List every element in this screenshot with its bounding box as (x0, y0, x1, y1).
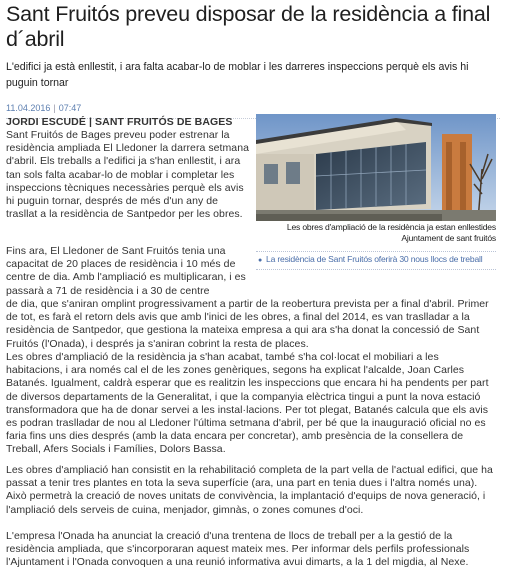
article-figure (256, 114, 496, 270)
publish-time: 07:47 (58, 103, 82, 113)
timestamp (6, 102, 500, 114)
related-link[interactable] (256, 251, 496, 270)
paragraph-2: Fins ara, El Lledoner de Sant Fruitós tenia una capacitat de 20 places de residència i 10 més de centre de dia. Amb l'ampliació es multiplicaran, i es passarà a 71 de residència i a 30 de centre (6, 245, 246, 297)
publish-date: 11.04.2016 (6, 103, 51, 113)
photo-caption: Les obres d'ampliació de la residència ja estan enllestides Ajuntament de sant fruitós (286, 222, 496, 243)
byline: JORDI ESCUDÉ | SANT FRUITÓS DE BAGES (6, 116, 233, 128)
subheadline: L'edifici ja està enllestit, i ara falta acabar-lo de moblar i les darreres inspeccions perquè els avis hi puguin tornar (6, 61, 469, 89)
paragraph-4: Les obres d'ampliació han consistit en la rehabilitació completa de la part vella de l'actual edifici, que ha passat a tenir tres plantes en tota la seva superfície (ara, una part en tenia dues i l'altra només una). Això permetrà la creació de noves unitats de convivència, la implantació d'equips de nova generació, i l'ampliació dels serveis de cuina, menjador, gimnàs, o zones comunes d'oci. (6, 464, 493, 516)
related-link-text[interactable]: La residència de Sant Fruitós oferirà 30 nous llocs de treball (266, 254, 483, 264)
paragraph-5: L'empresa l'Onada ha anunciat la creació d'una trentena de llocs de treball per a la gestió de la residència ampliada, que s'incorporaran aquest mateix mes. Per informar dels perfils professionals l'Ajuntament i l'Onada convoquen a una reunió informativa avui dimarts, a la 1 del migdia, al Nexe. (6, 530, 470, 569)
bullet-icon: ● (258, 257, 263, 264)
paragraph-3: Les obres d'ampliació de la residència ja s'han acabat, també s'ha col·locat el mobiliari a les habitacions, i ara només cal el de les zones genèriques, segons ha explicat l'alcalde, Joan Carles Batanés. Igualment, caldrà esperar que es realitzin les inspeccions que encara hi ha pendents per part de diversos departaments de la Generalitat, i que la companyia elèctrica tingui a punt la nova estació transformadora que ha de donar servei a les instal·lacions. Per tot plegat, Batanés calcula que els avis es podran traslladar de nou al Lledoner l'última setmana d'abril, per bé que la inauguració oficial no es faria fins uns dies després (amb la data encara per concretar), amb presència de la consellera de Treball, Afers Socials i Famílies, Dolors Bassa. (6, 351, 489, 456)
article-header (6, 2, 500, 119)
meta-separator: | (53, 103, 56, 113)
headline: Sant Fruitós preveu disposar de la residència a final d´abril (6, 2, 491, 51)
paragraph-1: Sant Fruitós de Bages preveu poder estrenar la residència ampliada El Lledoner la darrera setmana d'abril. Els treballs a l'edifici ja s'han enllestit, i ara tan sols falta acabar-lo de moblar i completar les inspeccions tècniques necessàries perquè els avis hi puguin tornar, després de més d'un any de trasllat a la residència de Santpedor per les obres. (6, 129, 249, 221)
residence-photo[interactable] (256, 114, 496, 221)
paragraph-2-continued: de dia, que s'aniran omplint progressivament a partir de la reobertura prevista per a final d'abril. Primer de tot, es farà el retorn dels avis que amb l'inici de les obres, a final del 2014, es van traslladar a la residència de Santpedor, que gestiona la mateixa empresa a qui ara s'ha donat la concessió de Sant Fruitós (l'Onada), i després ja s'aniran cobrint la resta de places. (6, 298, 489, 350)
